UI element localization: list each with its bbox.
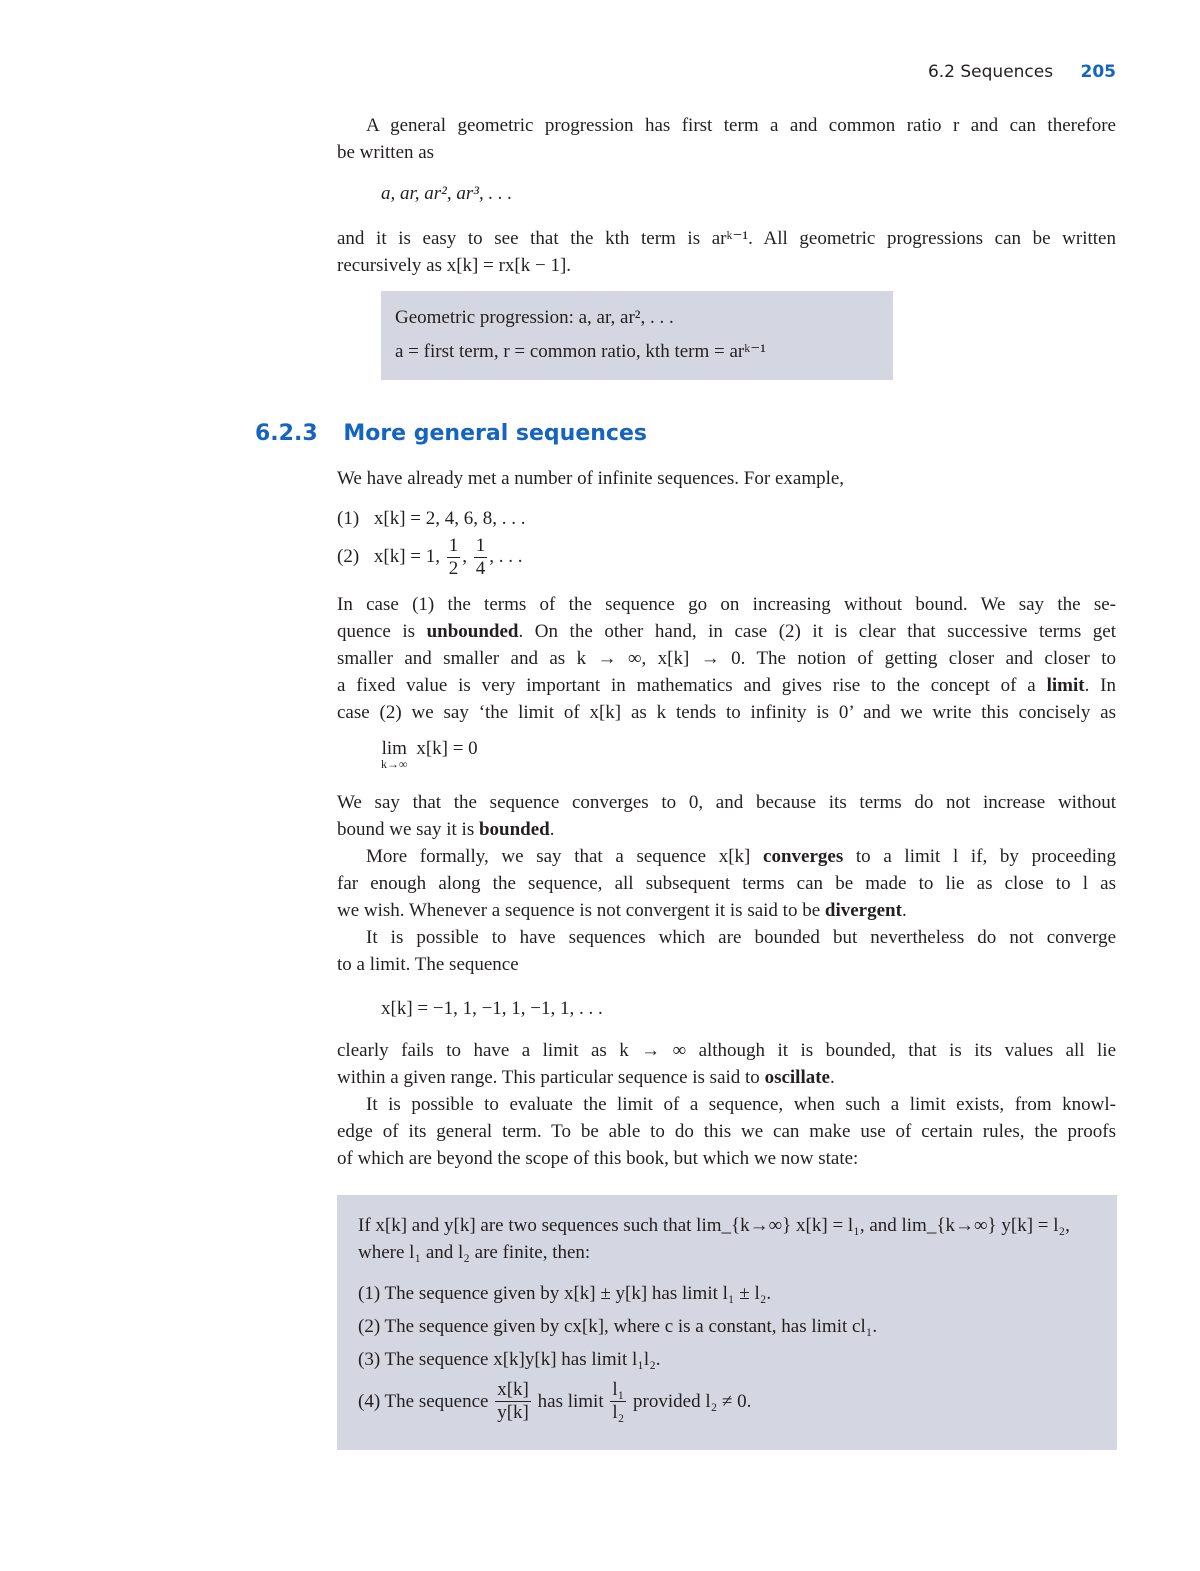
example-1-label: (1): [337, 508, 360, 529]
example-2-lhs: x[k] = 1,: [373, 545, 441, 567]
text-run: to a limit l if, by proceeding: [843, 846, 1116, 867]
para-unbounded-line2: [337, 618, 1116, 645]
text-run: we wish. Whenever a sequence is not convergent it is said to be: [337, 900, 825, 921]
fraction-one-half: [447, 535, 461, 580]
para-kth-term-line1: and it is easy to see that the kth term is arᵏ⁻¹. All geometric progressions can be written: [337, 228, 1116, 249]
example-2-tail: , . . .: [489, 545, 523, 567]
term-limit: limit: [1046, 675, 1085, 696]
para-unbounded-line3: smaller and smaller and as k → ∞, x[k] → 0. The notion of getting closer and closer to: [337, 648, 1116, 669]
example-2: [337, 535, 523, 580]
equation-limit: [381, 740, 478, 770]
example-2-label: (2): [337, 545, 360, 567]
text-run: a fixed value is very important in mathematics and gives rise to the concept of a: [337, 675, 1047, 696]
page-number: 205: [1080, 62, 1116, 82]
para-formal-line2: far enough along the sequence, all subsequent terms can be made to lie as close to l as: [337, 873, 1116, 894]
text-run: .: [549, 819, 555, 840]
section-heading: [255, 421, 647, 446]
text-run: within a given range. This particular sequence is said to: [337, 1067, 765, 1088]
para-converges-line1: We say that the sequence converges to 0, and because its terms do not increase without: [337, 792, 1116, 813]
fraction-numerator: 1: [448, 535, 459, 556]
term-converges: converges: [763, 846, 844, 867]
lim-subscript: k→∞: [381, 757, 408, 771]
limit-rule-4: [358, 1379, 751, 1424]
fraction-denominator: 2: [448, 558, 459, 579]
section-title: More general sequences: [343, 421, 647, 446]
equation-oscillating: x[k] = −1, 1, −1, 1, −1, 1, . . .: [381, 998, 603, 1019]
para-oscillate-line2: [337, 1064, 835, 1091]
rules-box-line2: where l₁ and l₂ are finite, then:: [358, 1242, 591, 1263]
running-header: [928, 62, 1116, 82]
fraction-denominator: 4: [475, 558, 486, 579]
header-section: 6.2 Sequences: [927, 62, 1054, 82]
limit-rules-box: [337, 1195, 1117, 1450]
limit-rule-1: (1) The sequence given by x[k] ± y[k] has limit l₁ ± l₂.: [358, 1283, 772, 1304]
summary-box-line1: Geometric progression: a, ar, ar², . . .: [395, 307, 674, 328]
para-converges-line2: [337, 816, 555, 843]
para-geometric-intro-line2: be written as: [337, 142, 435, 163]
para-formal-line3: [337, 897, 907, 924]
fraction-l1-over-l2: [610, 1379, 626, 1424]
example-1: [337, 505, 526, 532]
text-run: . In: [1084, 675, 1117, 696]
para-rules-intro-line1: It is possible to evaluate the limit of a sequence, when such a limit exists, from knowl-: [366, 1094, 1116, 1115]
para-unbounded-line4: [337, 672, 1116, 699]
para-formal-line1: [366, 843, 1116, 870]
para-bounded-nonconvergent-line1: It is possible to have sequences which are bounded but nevertheless do not converge: [366, 927, 1116, 948]
fraction-numerator: x[k]: [497, 1379, 529, 1400]
lim-word: lim: [381, 738, 407, 759]
limit-rhs: x[k] = 0: [416, 738, 478, 759]
rule-4-suffix: provided l₂ ≠ 0.: [633, 1391, 752, 1412]
para-rules-intro-line3: of which are beyond the scope of this book, but which we now state:: [337, 1148, 859, 1169]
fraction-denominator: y[k]: [497, 1402, 529, 1423]
term-unbounded: unbounded: [426, 621, 519, 642]
para-bounded-nonconvergent-line2: to a limit. The sequence: [337, 954, 519, 975]
term-bounded: bounded: [478, 819, 550, 840]
limit-rule-3: (3) The sequence x[k]y[k] has limit l₁l₂.: [358, 1349, 661, 1370]
limit-operator: [381, 740, 408, 770]
para-geometric-intro-line1: A general geometric progression has first term a and common ratio r and can therefore: [366, 115, 1116, 136]
text-run: quence is: [337, 621, 427, 642]
equation-geometric-sequence: a, ar, ar², ar³, . . .: [381, 183, 513, 204]
summary-box-line2: a = first term, r = common ratio, kth term = arᵏ⁻¹: [395, 341, 766, 362]
section-number: 6.2.3: [255, 421, 318, 446]
summary-box-geometric: [381, 291, 893, 380]
fraction-denominator: l₂: [612, 1402, 625, 1423]
rule-4-prefix: (4) The sequence: [358, 1391, 489, 1412]
text-run: bound we say it is: [337, 819, 479, 840]
text-run: More formally, we say that a sequence x[k]: [366, 846, 764, 867]
para-oscillate-line1: clearly fails to have a limit as k → ∞ although it is bounded, that is its values all lie: [337, 1040, 1116, 1061]
text-run: .: [830, 1067, 835, 1088]
example-2-separator: ,: [462, 545, 468, 567]
para-kth-term-line2: recursively as x[k] = rx[k − 1].: [337, 255, 572, 276]
limit-rule-2: (2) The sequence given by cx[k], where c is a constant, has limit cl₁.: [358, 1316, 878, 1337]
fraction-xk-over-yk: [495, 1379, 531, 1424]
para-rules-intro-line2: edge of its general term. To be able to do this we can make use of certain rules, the proofs: [337, 1121, 1116, 1142]
fraction-numerator: l₁: [612, 1379, 625, 1400]
para-infinite-sequences: We have already met a number of infinite sequences. For example,: [337, 468, 845, 489]
term-oscillate: oscillate: [764, 1067, 830, 1088]
rule-4-middle: has limit: [537, 1391, 604, 1412]
para-unbounded-line1: In case (1) the terms of the sequence go on increasing without bound. We say the se-: [337, 594, 1116, 615]
fraction-numerator: 1: [475, 535, 486, 556]
text-run: . On the other hand, in case (2) it is clear that successive terms get: [518, 621, 1116, 642]
rules-box-line1: If x[k] and y[k] are two sequences such that lim_{k→∞} x[k] = l₁, and lim_{k→∞} y[k] = l₂,: [358, 1215, 1070, 1236]
term-divergent: divergent: [824, 900, 902, 921]
para-unbounded-line5: case (2) we say ‘the limit of x[k] as k tends to infinity is 0’ and we write this concisely as: [337, 702, 1116, 723]
example-1-expr: x[k] = 2, 4, 6, 8, . . .: [373, 508, 526, 529]
text-run: .: [901, 900, 907, 921]
fraction-one-quarter: [474, 535, 488, 580]
